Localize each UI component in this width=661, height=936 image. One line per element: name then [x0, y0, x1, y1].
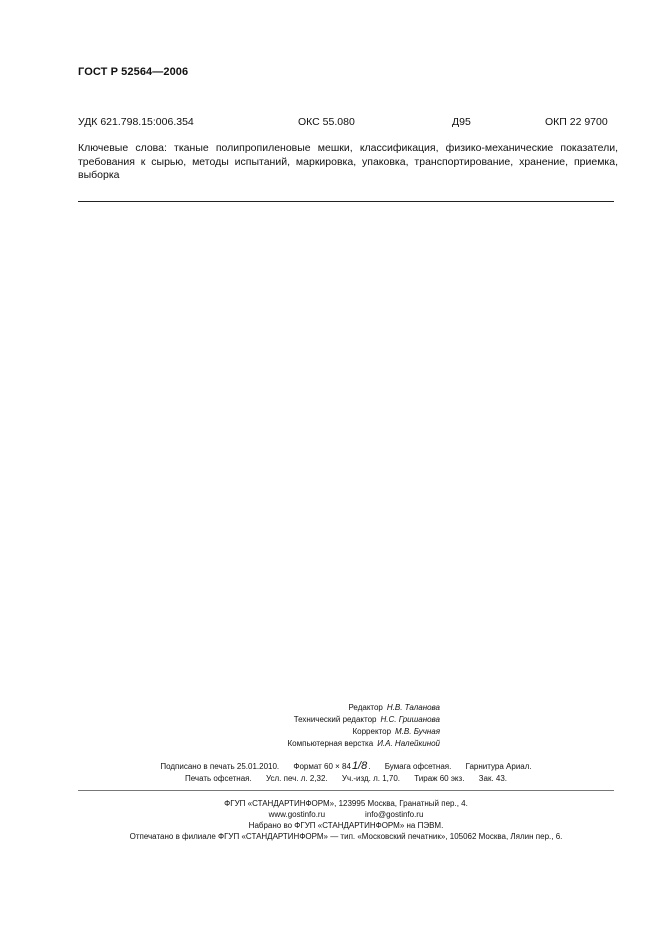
- oks-code: ОКС 55.080: [298, 116, 355, 128]
- imprint-format-fraction: 1/8: [351, 760, 368, 772]
- credit-proofreader: [230, 726, 440, 738]
- imprint-line-2: [78, 774, 614, 783]
- divider-top: [78, 201, 614, 202]
- imprint-format-suffix: .: [368, 762, 371, 771]
- imprint-paper: Бумага офсетная.: [384, 762, 452, 771]
- credit-name: И.А. Налейкиной: [377, 739, 440, 748]
- credit-editor: [230, 702, 440, 714]
- imprint-typeface: Гарнитура Ариал.: [465, 762, 532, 771]
- divider-bottom: [78, 790, 614, 791]
- document-title: ГОСТ Р 52564—2006: [78, 66, 189, 78]
- credit-name: Н.С. Гришанова: [380, 715, 440, 724]
- imprint-format-prefix: Формат 60 × 84: [293, 762, 351, 771]
- credit-technical-editor: [230, 714, 440, 726]
- publisher-email: info@gostinfo.ru: [365, 810, 424, 819]
- publisher-contacts: [78, 809, 614, 820]
- udk-code: УДК 621.798.15:006.354: [78, 116, 194, 128]
- keywords-paragraph: Ключевые слова: тканые полипропиленовые мешки, классификация, физико-механические показатели, требования к сырью, методы испытаний, маркировка, упаковка, транспортирование, хранение, приемка, выборка: [78, 142, 618, 181]
- credit-role: Корректор: [352, 727, 392, 736]
- publisher-website: www.gostinfo.ru: [268, 810, 326, 819]
- credit-role: Технический редактор: [293, 715, 377, 724]
- publisher-block: [78, 798, 614, 842]
- publisher-address: ФГУП «СТАНДАРТИНФОРМ», 123995 Москва, Гранатный пер., 4.: [224, 799, 468, 808]
- credits-block: [230, 702, 440, 750]
- credit-name: Н.В. Таланова: [386, 703, 440, 712]
- imprint-format: [293, 760, 370, 772]
- imprint-print: Печать офсетная.: [184, 774, 252, 783]
- okp-code: ОКП 22 9700: [545, 116, 608, 128]
- imprint-line-1: [78, 760, 614, 772]
- imprint-signed: Подписано в печать 25.01.2010.: [160, 762, 280, 771]
- credit-role: Компьютерная верстка: [287, 739, 374, 748]
- publisher-printed: Отпечатано в филиале ФГУП «СТАНДАРТИНФОРМ» — тип. «Московский печатник», 105062 Москва, Лялин пер., 6.: [129, 832, 563, 841]
- credit-role: Редактор: [348, 703, 383, 712]
- publisher-typeset: Набрано во ФГУП «СТАНДАРТИНФОРМ» на ПЭВМ.: [248, 821, 444, 830]
- imprint-order: Зак. 43.: [478, 774, 508, 783]
- imprint-publisher-sheets: Уч.-изд. л. 1,70.: [341, 774, 401, 783]
- credit-name: М.В. Бучная: [395, 727, 440, 736]
- imprint-printed-sheets: Усл. печ. л. 2,32.: [265, 774, 328, 783]
- imprint-run: Тираж 60 экз.: [414, 774, 465, 783]
- d-code: Д95: [452, 116, 471, 128]
- credit-layout: [230, 738, 440, 750]
